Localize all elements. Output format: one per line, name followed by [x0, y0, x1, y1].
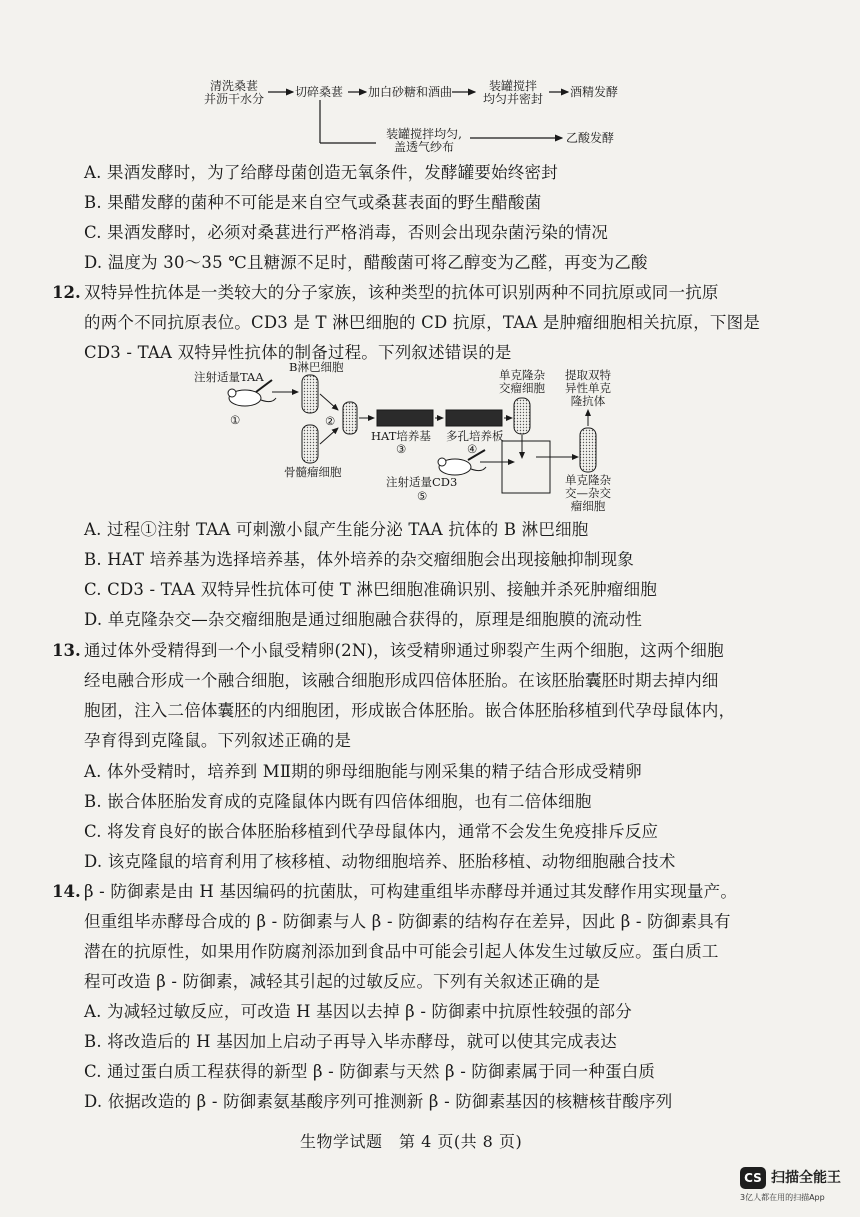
camscanner-logo-icon: CS	[740, 1167, 766, 1189]
label-circle-3: ③	[396, 442, 407, 456]
q14-number: 14.	[52, 882, 81, 901]
q14-option-d: D. 依据改造的 β - 防御素氨基酸序列可推测新 β - 防御素基因的核糖核苷酸序列	[84, 1092, 673, 1111]
flow-step-acetic: 乙酸发酵	[566, 131, 615, 145]
q12-stem-line1: 双特异性抗体是一类较大的分子家族，该种类型的抗体可识别两种不同抗原或同一抗原	[84, 283, 719, 302]
q11-option-d: D. 温度为 30～35 ℃且糖源不足时，醋酸菌可将乙醇变为乙醛，再变为乙酸	[84, 253, 648, 272]
camscanner-name: 扫描全能王	[771, 1170, 841, 1186]
q12-stem-line3: CD3 - TAA 双特异性抗体的制备过程。下列叙述错误的是	[84, 343, 512, 362]
q13-stem-line1: 通过体外受精得到一个小鼠受精卵(2N)，该受精卵通过卵裂产生两个细胞，这两个细胞	[84, 641, 724, 660]
q13-number: 13.	[52, 641, 81, 660]
q14-stem-line3: 潜在的抗原性，如果用作防腐剂添加到食品中可能会引起人体发生过敏反应。蛋白质工	[84, 942, 719, 961]
q12-option-a: A. 过程①注射 TAA 可刺激小鼠产生能分泌 TAA 抗体的 B 淋巴细胞	[84, 520, 589, 539]
q13-option-c: C. 将发育良好的嵌合体胚胎移植到代孕母鼠体内，通常不会发生免疫排斥反应	[84, 822, 659, 841]
flow-step-sugar: 加白砂糖和酒曲	[368, 85, 453, 99]
q12-option-b: B. HAT 培养基为选择培养基，体外培养的杂交瘤细胞会出现接触抑制现象	[84, 550, 634, 569]
q14-stem-line1: β - 防御素是由 H 基因编码的抗菌肽，可构建重组毕赤酵母并通过其发酵作用实现量产。	[84, 882, 738, 901]
q14-stem-line2: 但重组毕赤酵母合成的 β - 防御素与人 β - 防御素的结构存在差异，因此 β - 防御素具有	[84, 912, 731, 931]
q12-option-d: D. 单克隆杂交—杂交瘤细胞是通过细胞融合获得的，原理是细胞膜的流动性	[84, 610, 643, 629]
label-hat: HAT培养基	[371, 429, 431, 443]
mouse-icon-1	[228, 389, 276, 406]
q11-option-b: B. 果醋发酵的菌种不可能是来自空气或桑葚表面的野生醋酸菌	[84, 193, 542, 212]
q12-number: 12.	[52, 283, 81, 302]
q11-option-a: A. 果酒发酵时，为了给酵母菌创造无氧条件，发酵罐要始终密封	[84, 163, 558, 182]
label-inject-cd3: 注射适量CD3	[386, 475, 458, 489]
label-inject-taa: 注射适量TAA	[194, 370, 264, 384]
label-extract: 提取双特 异性单克 隆抗体	[565, 368, 611, 408]
q13-option-a: A. 体外受精时，培养到 MⅡ期的卵母细胞能与刚采集的精子结合形成受精卵	[84, 762, 642, 781]
q13-stem-line2: 经电融合形成一个融合细胞，该融合细胞形成四倍体胚胎。在该胚胎囊胚时期去掉内细	[84, 671, 719, 690]
q13-stem-line3: 胞团，注入二倍体囊胚的内细胞团，形成嵌合体胚胎。嵌合体胚胎移植到代孕母鼠体内，	[84, 701, 736, 720]
q14-option-a: A. 为减轻过敏反应，可改造 H 基因以去掉 β - 防御素中抗原性较强的部分	[84, 1002, 632, 1021]
camscanner-tagline: 3亿人都在用的扫描App	[740, 1193, 825, 1202]
label-multiwell: 多孔培养板	[446, 429, 504, 443]
q12-stem-line2: 的两个不同抗原表位。CD3 是 T 淋巴细胞的 CD 抗原，TAA 是肿瘤细胞相关抗原，下图是	[84, 313, 761, 332]
label-hybrid-hybridoma: 单克隆杂 交—杂交 瘤细胞	[565, 473, 611, 513]
label-myeloma: 骨髓瘤细胞	[284, 465, 342, 479]
label-mono-hybridoma: 单克隆杂 交瘤细胞	[499, 368, 545, 395]
flow-step-gauze: 装罐搅拌均匀, 盖透气纱布	[386, 127, 462, 154]
label-circle-2: ②	[325, 414, 336, 428]
q14-option-c: C. 通过蛋白质工程获得的新型 β - 防御素与天然 β - 防御素属于同一种蛋白质	[84, 1062, 656, 1081]
q11-option-c: C. 果酒发酵时，必须对桑葚进行严格消毒，否则会出现杂菌污染的情况	[84, 223, 609, 242]
mouse-icon-2	[438, 458, 486, 475]
flow-step-wash: 清洗桑葚 并沥干水分	[203, 79, 264, 106]
label-b-cell: B淋巴细胞	[289, 360, 344, 374]
q13-option-b: B. 嵌合体胚胎发育成的克隆鼠体内既有四倍体细胞，也有二倍体细胞	[84, 792, 592, 811]
label-circle-4: ④	[467, 442, 478, 456]
label-circle-5: ⑤	[417, 489, 428, 503]
flow-step-seal: 装罐搅拌 均匀并密封	[482, 79, 543, 106]
q13-stem-line4: 孕育得到克隆鼠。下列叙述正确的是	[84, 731, 352, 750]
q14-stem-line4: 程可改造 β - 防御素，减轻其引起的过敏反应。下列有关叙述正确的是	[84, 972, 601, 991]
flow-step-chop: 切碎桑葚	[295, 85, 344, 99]
flow-step-alcohol: 酒精发酵	[570, 85, 619, 99]
q14-option-b: B. 将改造后的 H 基因加上启动子再导入毕赤酵母，就可以使其完成表达	[84, 1032, 617, 1051]
q12-option-c: C. CD3 - TAA 双特异性抗体可使 T 淋巴细胞准确识别、接触并杀死肿瘤细胞	[84, 580, 658, 599]
label-circle-1: ①	[230, 413, 241, 427]
q13-option-d: D. 该克隆鼠的培育利用了核移植、动物细胞培养、胚胎移植、动物细胞融合技术	[84, 852, 676, 871]
page-footer: 生物学试题 第 4 页(共 8 页)	[300, 1132, 523, 1151]
